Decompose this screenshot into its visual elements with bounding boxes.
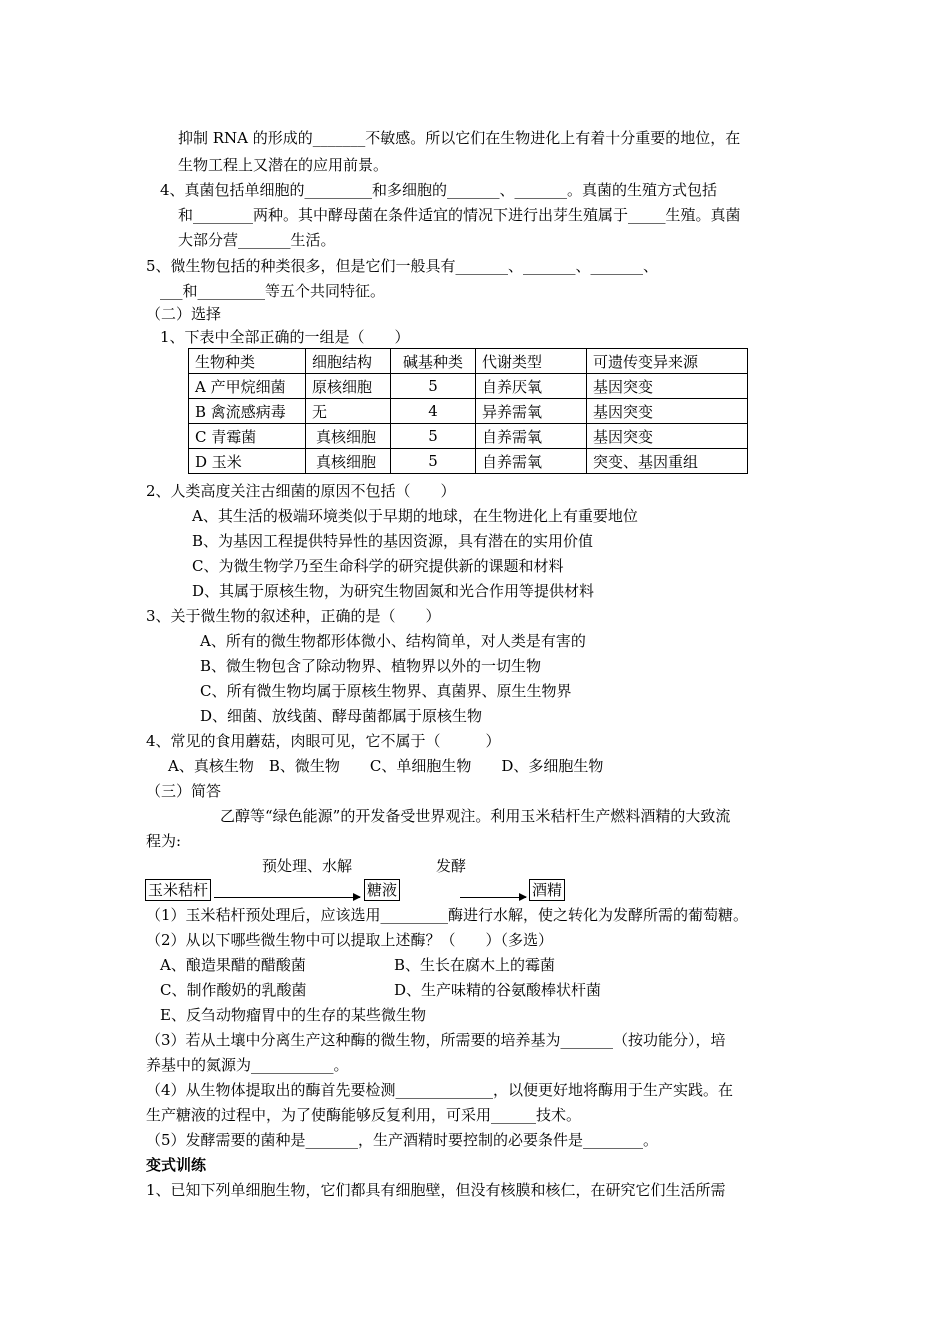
choice-q1: 1、下表中全部正确的一组是（ ） (160, 328, 410, 346)
table-cell: 4 (391, 399, 476, 424)
table-header-cell: 代谢类型 (476, 349, 587, 374)
answer-p5: （5）发酵需要的菌种是_______，生产酒精时要控制的必要条件是________。 (146, 1131, 659, 1149)
table-row (189, 374, 748, 399)
choice-q2-option-b: B、为基因工程提供特异性的基因资源，具有潜在的实用价值 (192, 532, 594, 550)
table-header-cell: 细胞结构 (306, 349, 391, 374)
table-cell: 突变、基因重组 (587, 449, 748, 474)
table-cell: 自养需氧 (476, 424, 587, 449)
flow-box-alcohol: 酒精 (529, 879, 565, 901)
table-cell: 无 (306, 399, 391, 424)
choice-q3-option-d: D、细菌、放线菌、酵母菌都属于原核生物 (200, 707, 483, 725)
flow-arrow-1 (214, 897, 360, 898)
choice-heading: （二）选择 (146, 305, 222, 323)
q3-continued-line2: 生物工程上又潜在的应用前景。 (178, 156, 389, 174)
answer-p2-option-d: D、生产味精的谷氨酸棒状杆菌 (394, 981, 602, 999)
variant-heading: 变式训练 (146, 1156, 207, 1174)
answer-p4-line2: 生产糖液的过程中，为了使酶能够反复利用，可采用______技术。 (146, 1106, 582, 1124)
answer-p2-option-b: B、生长在腐木上的霉菌 (394, 956, 556, 974)
table-cell: 异养需氧 (476, 399, 587, 424)
choice-q4-options: A、真核生物 B、微生物 C、单细胞生物 D、多细胞生物 (168, 757, 604, 775)
table-cell: 5 (391, 374, 476, 399)
q5-line1: 5、微生物包括的种类很多，但是它们一般具有_______、_______、_______、 (146, 257, 659, 275)
answer-p2-option-e: E、反刍动物瘤胃中的生存的某些微生物 (160, 1006, 426, 1024)
answer-p2-option-c: C、制作酸奶的乳酸菌 (160, 981, 307, 999)
q4-line1: 4、真菌包括单细胞的_________和多细胞的_______、_______。真菌的生殖方式包括 (160, 181, 718, 199)
choice-q2-option-c: C、为微生物学乃至生命科学的研究提供新的课题和材料 (192, 557, 564, 575)
table-cell: 基因突变 (587, 424, 748, 449)
table-header-cell: 碱基种类 (391, 349, 476, 374)
table-row (189, 449, 748, 474)
table-cell: B 禽流感病毒 (189, 399, 306, 424)
table-header-cell: 生物种类 (189, 349, 306, 374)
table-cell: 自养需氧 (476, 449, 587, 474)
answer-p2: （2）从以下哪些微生物中可以提取上述酶？（ ）（多选） (146, 931, 554, 949)
table-row (189, 424, 748, 449)
table-cell: 原核细胞 (306, 374, 391, 399)
q4-line3: 大部分营_______生活。 (178, 231, 336, 249)
answer-p3-line2: 养基中的氮源为___________。 (146, 1056, 349, 1074)
answer-intro-line2: 程为: (146, 832, 182, 850)
table-header-row (189, 349, 748, 374)
choice-q2-option-a: A、其生活的极端环境类似于早期的地球，在生物进化上有重要地位 (192, 507, 638, 525)
table-cell: 5 (391, 449, 476, 474)
table-cell: 基因突变 (587, 374, 748, 399)
table-cell: 5 (391, 424, 476, 449)
q5-line2: ___和_________等五个共同特征。 (160, 282, 386, 300)
table-header-cell: 可遗传变异来源 (587, 349, 748, 374)
choice-q4: 4、常见的食用蘑菇，肉眼可见，它不属于（ ） (146, 732, 501, 750)
table-cell: 真核细胞 (306, 424, 391, 449)
choice-q2: 2、人类高度关注古细菌的原因不包括（ ） (146, 482, 456, 500)
table-cell: 真核细胞 (306, 449, 391, 474)
variant-q1-line1: 1、已知下列单细胞生物，它们都具有细胞壁，但没有核膜和核仁，在研究它们生活所需 (146, 1181, 726, 1199)
table-row (189, 399, 748, 424)
choice-q2-option-d: D、其属于原核生物，为研究生物固氮和光合作用等提供材料 (192, 582, 595, 600)
answer-heading: （三）简答 (146, 782, 222, 800)
table-cell: 自养厌氧 (476, 374, 587, 399)
choice-q3-option-b: B、微生物包含了除动物界、植物界以外的一切生物 (200, 657, 542, 675)
flow-step1-label: 预处理、水解 (262, 857, 353, 875)
organism-table (188, 348, 748, 474)
answer-intro-line1: 乙醇等“绿色能源”的开发备受世界观注。利用玉米秸杆生产燃料酒精的大致流 (220, 807, 731, 825)
table-cell: C 青霉菌 (189, 424, 306, 449)
flow-box-sugar: 糖液 (364, 879, 400, 901)
answer-p1: （1）玉米秸杆预处理后，应该选用_________酶进行水解，使之转化为发酵所需的葡萄糖。 (146, 906, 749, 924)
table-cell: A 产甲烷细菌 (189, 374, 306, 399)
choice-q3: 3、关于微生物的叙述种，正确的是（ ） (146, 607, 441, 625)
q3-continued-line1: 抑制 RNA 的形成的_______不敏感。所以它们在生物进化上有着十分重要的地位，在 (178, 129, 741, 147)
flow-arrow-2 (460, 897, 526, 898)
answer-p4-line1: （4）从生物体提取出的酶首先要检测_____________，以便更好地将酶用于生产实践。在 (146, 1081, 734, 1099)
table-cell: 基因突变 (587, 399, 748, 424)
answer-p2-option-a: A、酿造果醋的醋酸菌 (160, 956, 306, 974)
choice-q3-option-a: A、所有的微生物都形体微小、结构简单，对人类是有害的 (200, 632, 586, 650)
flow-step2-label: 发酵 (436, 857, 467, 875)
table-cell: D 玉米 (189, 449, 306, 474)
choice-q3-option-c: C、所有微生物均属于原核生物界、真菌界、原生生物界 (200, 682, 572, 700)
answer-p3-line1: （3）若从土壤中分离生产这种酶的微生物，所需要的培养基为_______（按功能分），培 (146, 1031, 726, 1049)
q4-line2: 和________两种。其中酵母菌在条件适宜的情况下进行出芽生殖属于_____生殖。真菌 (178, 206, 741, 224)
flow-box-corn-stalk: 玉米秸杆 (145, 879, 211, 901)
